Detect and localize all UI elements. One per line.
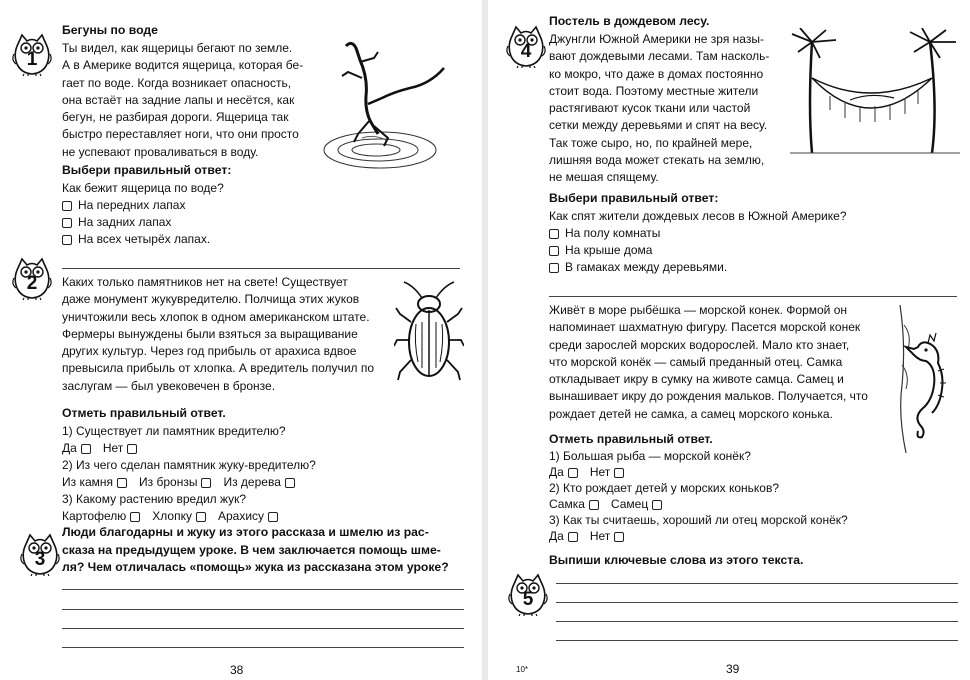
writing-line[interactable] [62,647,464,648]
gutter-mark: 10* [516,665,529,674]
story-line: не мешая спящему. [549,170,659,185]
section-number: 1 [26,49,38,70]
prompt-label: Выбери правильный ответ: [549,191,719,205]
story-text [549,302,887,423]
checkbox[interactable] [589,500,599,510]
writing-line[interactable] [556,640,958,641]
question-text: 1) Существует ли памятник вредителю? [62,424,286,438]
checkbox[interactable] [201,478,211,488]
story-line: Так тоже сыро, но, по крайней мере, [549,135,753,150]
option-label: Из дерева [223,475,281,489]
section-title: Бегуны по воде [62,23,158,37]
checkbox[interactable] [549,246,559,256]
answer-option[interactable] [549,242,727,259]
option-label: Самец [610,497,649,511]
question-text: 1) Большая рыба — морской конёк? [549,449,751,463]
seahorse-illustration [892,305,958,455]
option-label: Да [549,465,564,479]
checkbox[interactable] [268,512,278,522]
checkbox[interactable] [196,512,206,522]
checkbox[interactable] [81,444,91,454]
question-text: Как бежит ящерица по воде? [62,181,224,195]
story-line: Живёт в море рыбёшка — морской конек. Формой он [549,303,848,317]
task-text [62,524,464,577]
checkbox[interactable] [285,478,295,488]
writing-line[interactable] [556,621,958,622]
story-line: бегун, не разбирая дороги. Ящерица так [62,110,289,125]
task-line: Люди благодарны и жуку из этого рассказа и шмелю из рас- [62,525,429,539]
writing-line[interactable] [62,628,464,629]
prompt-label: Выбери правильный ответ: [62,163,232,177]
answer-row [62,474,307,491]
story-line: Каких только памятников нет на свете! Существует [62,275,348,289]
option-label: Да [62,441,77,455]
checkbox[interactable] [127,444,137,454]
answer-options [549,225,727,276]
answer-row [549,496,674,513]
checkbox[interactable] [549,229,559,239]
writing-line[interactable] [556,583,958,584]
answer-row [549,528,636,545]
answer-option[interactable] [62,197,210,214]
checkbox[interactable] [62,235,72,245]
answer-option[interactable] [62,231,210,248]
option-label: Нет [589,529,611,543]
story-line: что морской конёк — самый преданный отец. Самка [549,354,843,369]
answer-option[interactable] [549,259,727,276]
option-label: Да [549,529,564,543]
checkbox[interactable] [568,532,578,542]
checkbox[interactable] [130,512,140,522]
answer-options [62,197,210,248]
section-title: Постель в дождевом лесу. [549,14,710,28]
checkbox[interactable] [568,468,578,478]
story-line: среди зарослей морских водорослей. Мало кто знает, [549,337,850,352]
checkbox[interactable] [62,218,72,228]
section-number: 4 [520,41,532,62]
story-line: гает по воде. Когда возникает опасность, [62,75,292,90]
checkbox[interactable] [549,263,559,273]
hammock-illustration [790,28,960,158]
option-label: На всех четырёх лапах. [78,232,211,246]
story-line: ко мокро, что даже в домах постоянно [549,66,764,81]
story-line: вынашивает икру до рождения мальков. Получается, что [549,389,868,404]
checkbox[interactable] [614,468,624,478]
left-page [0,0,482,680]
writing-line[interactable] [556,602,958,603]
answer-row [62,440,149,457]
story-line: Джунгли Южной Америки не зря назы- [549,32,764,46]
option-label: На передних лапах [78,198,186,212]
story-line: стоит вода. Поэтому местные жители [549,83,759,98]
question-text: 2) Из чего сделан памятник жуку-вредителю? [62,458,316,472]
answer-option[interactable] [62,214,210,231]
checkbox[interactable] [117,478,127,488]
story-line: рождает детей не самка, а самец морского конька. [549,406,833,421]
story-line: лишняя вода может стекать на землю, [549,153,765,168]
story-line: быстро переставляет ноги, что они просто [62,127,299,142]
option-label: На задних лапах [78,215,172,229]
story-line: откладывает икру в сумку на животе самца. Самец и [549,372,844,387]
story-line: она встаёт на задние лапы и несётся, как [62,92,295,107]
option-label: Нет [589,465,611,479]
question-text: Как спят жители дождевых лесов в Южной Америке? [549,209,847,223]
story-line: вают дождевыми лесами. Там насколь- [549,49,770,64]
option-label: Арахису [217,509,265,523]
option-label: Из камня [62,475,114,489]
story-line: напоминает шахматную фигуру. Пасется морской конек [549,320,861,335]
lizard-illustration [318,38,468,188]
checkbox[interactable] [652,500,662,510]
checkbox[interactable] [614,532,624,542]
story-line: уничтожили весь хлопок в одном американском штате. [62,309,370,324]
option-label: На полу комнаты [565,226,661,240]
option-label: На крыше дома [565,243,653,257]
writing-line[interactable] [62,609,464,610]
question-text: 2) Кто рождает детей у морских коньков? [549,481,779,495]
owl-icon [508,570,548,616]
story-line: других культур. Через год прибыль от арахиса вдвое [62,344,357,359]
option-label: Картофелю [62,509,127,523]
story-line: Ты видел, как ящерицы бегают по земле. [62,41,293,55]
task-line: ля? Чем отличалась «помощь» жука из рассказана этом уроке? [62,560,449,574]
answer-row [62,508,290,525]
writing-line[interactable] [549,296,957,297]
beetle-illustration [394,278,464,393]
section-number: 5 [522,589,534,610]
option-label: Самка [549,497,585,511]
checkbox[interactable] [62,201,72,211]
prompt-label: Отметь правильный ответ. [549,432,713,446]
option-label: В гамаках между деревьями. [565,260,728,274]
question-text: 3) Какому растению вредил жук? [62,492,247,506]
owl-icon [20,530,60,576]
story-text [549,31,789,187]
story-text [62,40,312,161]
page-number: 39 [726,662,740,676]
option-label: Нет [102,441,124,455]
owl-icon [506,22,546,68]
story-line: растягивают кусок ткани или частой [549,101,751,116]
right-page [488,0,970,680]
answer-row [549,464,636,481]
task-line: сказа на предыдущем уроке. В чем заключается помощь шме- [62,542,441,557]
prompt-label: Отметь правильный ответ. [62,406,226,420]
story-line: даже монумент жукувредителю. Полчища этих жуков [62,292,360,307]
story-line: не успевают проваливаться в воду. [62,144,259,159]
answer-option[interactable] [549,225,727,242]
writing-line[interactable] [62,268,460,269]
option-label: Хлопку [152,509,192,523]
story-line: превысила прибыль от хлопка. А вредитель получил по [62,361,375,376]
question-text: 3) Как ты считаешь, хороший ли отец морской конёк? [549,513,848,527]
story-line: Фермеры вынуждены были взяться за выращивание [62,326,358,341]
page-number: 38 [230,663,244,677]
story-line: заслугам — был увековечен в бронзе. [62,378,276,393]
owl-icon [12,254,52,300]
story-line: сетки между деревьями и спят на весу. [549,118,768,133]
writing-line[interactable] [62,589,464,590]
story-line: А в Америке водится ящерица, которая бе- [62,58,304,73]
story-text [62,274,390,395]
owl-icon [12,30,52,76]
section-number: 2 [26,273,38,294]
option-label: Из бронзы [139,475,198,489]
task-text: Выпиши ключевые слова из этого текста. [549,553,804,567]
section-number: 3 [34,549,46,570]
